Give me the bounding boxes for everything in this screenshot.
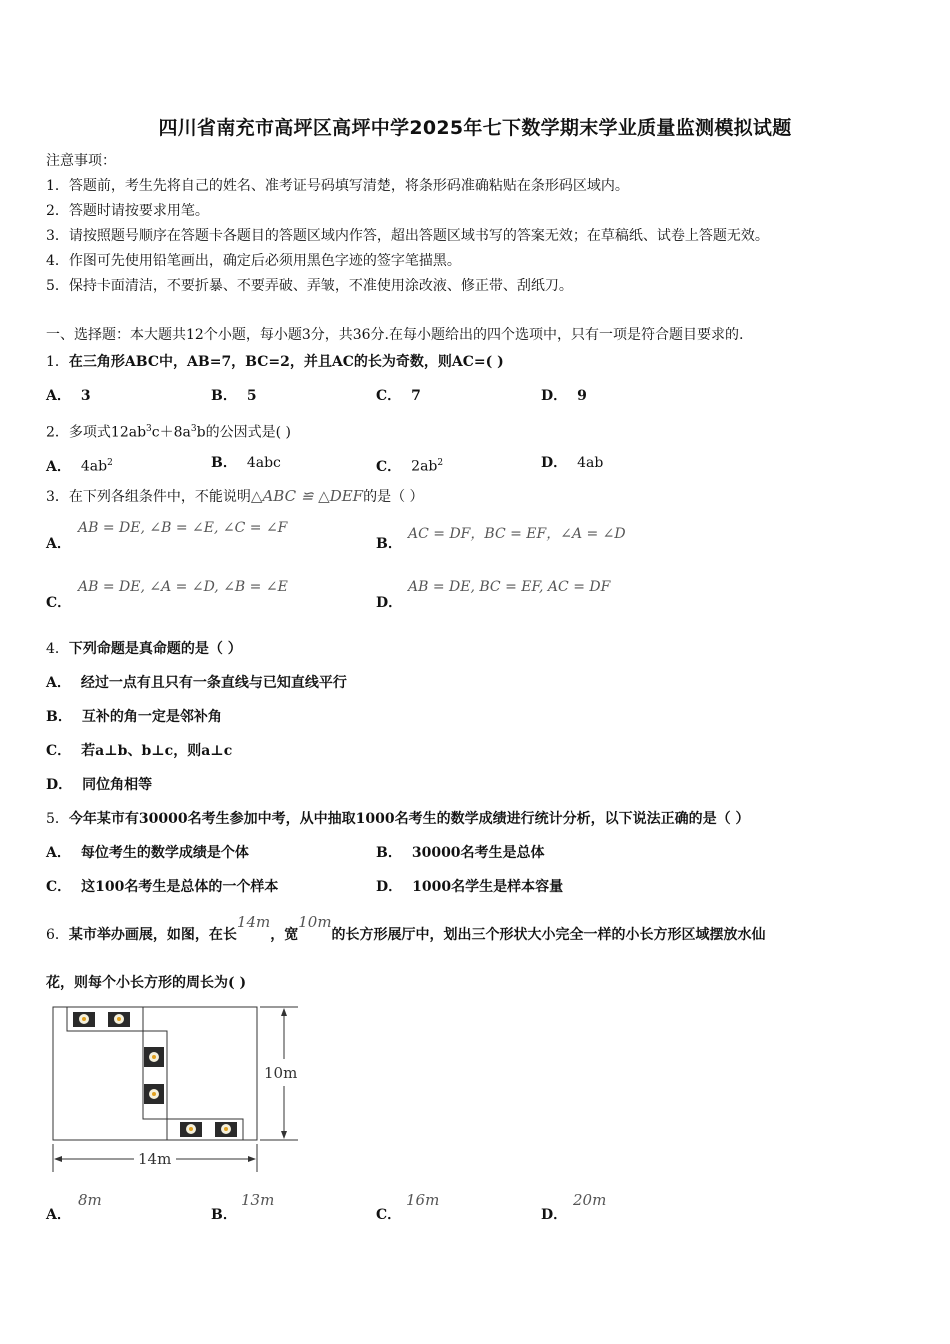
flower-icon	[144, 1047, 164, 1067]
option-b[interactable]: B． 4abc	[211, 455, 281, 471]
question-2: 2．多项式$12ab^3c+8a^3b$的公因式是( )	[46, 424, 291, 441]
option-c[interactable]: C． $2ab^2$	[376, 458, 444, 475]
question-3: 3．在下列各组条件中，不能说明△ABC ≌ △DEF的是（ ）	[46, 487, 424, 505]
option-d-math: 20m	[573, 1191, 607, 1209]
question-6-line2: 花，则每个小长方形的周长为( )	[46, 975, 247, 991]
flower-icon	[73, 1012, 95, 1027]
flower-icon	[215, 1122, 237, 1137]
height-label: 10m	[264, 1064, 298, 1082]
option-a[interactable]: A． 3	[46, 388, 91, 404]
notice-item: 4．作图可先使用铅笔画出，确定后必须用黑色字迹的签字笔描黑。	[46, 253, 461, 269]
congruence-expression: △ABC ≌ △DEF	[250, 487, 364, 505]
option-c[interactable]: C． 若a⊥b、b⊥c，则a⊥c	[46, 743, 233, 759]
option-b[interactable]: B． 互补的角一定是邻补角	[46, 709, 222, 725]
option-b-label[interactable]: B．	[376, 536, 402, 552]
option-d-label[interactable]: D．	[376, 595, 403, 611]
option-c[interactable]: C． 这100名考生是总体的一个样本	[46, 879, 279, 895]
option-b[interactable]: B． 30000名考生是总体	[376, 845, 545, 861]
option-c-math: 16m	[406, 1191, 440, 1209]
question-text: 在三角形ABC中，AB=7，BC=2，并且AC的长为奇数，则AC=( )	[68, 354, 504, 370]
option-d-math: AB = DE, BC = EF, AC = DF	[408, 579, 611, 595]
option-c-label[interactable]: C．	[46, 595, 72, 611]
option-c-label[interactable]: C．	[376, 1207, 402, 1223]
option-d[interactable]: D． 同位角相等	[46, 777, 153, 793]
flower-icon	[180, 1122, 202, 1137]
option-b-math: 13m	[241, 1191, 275, 1209]
option-c[interactable]: C． 7	[376, 388, 421, 404]
question-number: 1．	[46, 354, 69, 370]
option-a-math: 8m	[78, 1191, 102, 1209]
flower-icon	[108, 1012, 130, 1027]
notice-item: 2．答题时请按要求用笔。	[46, 203, 209, 219]
option-b-label[interactable]: B．	[211, 1207, 237, 1223]
option-d[interactable]: D． 1000名学生是样本容量	[376, 879, 564, 895]
exhibition-hall-figure	[46, 1004, 306, 1174]
option-d-label[interactable]: D．	[541, 1207, 568, 1223]
option-b[interactable]: B． 5	[211, 388, 257, 404]
option-a-label[interactable]: A．	[46, 536, 71, 552]
question-1	[46, 353, 504, 371]
option-a[interactable]: A． 每位考生的数学成绩是个体	[46, 845, 249, 861]
flower-icon	[144, 1084, 164, 1104]
question-4: 4．下列命题是真命题的是（ ）	[46, 641, 242, 657]
question-5: 5．今年某市有30000名考生参加中考，从中抽取1000名考生的数学成绩进行统计分析，以下说法正确的是（ ）	[46, 811, 750, 827]
option-a-math: AB = DE, ∠B = ∠E, ∠C = ∠F	[78, 520, 288, 536]
notice-item: 5．保持卡面清洁，不要折暴、不要弄破、弄皱，不准使用涂改液、修正带、刮纸刀。	[46, 278, 573, 294]
option-d[interactable]: D． 4ab	[541, 455, 604, 471]
option-d[interactable]: D． 9	[541, 388, 587, 404]
question-6: 6．某市举办画展，如图，在长14m，宽10m的长方形展厅中，划出三个形状大小完全一样的小长方形区域摆放水仙	[46, 913, 766, 943]
section-heading: 一、选择题：本大题共12个小题，每小题3分，共36分.在每小题给出的四个选项中，只有一项是符合题目要求的.	[46, 327, 744, 343]
page-title: 四川省南充市高坪区高坪中学2025年七下数学期末学业质量监测模拟试题	[158, 117, 792, 139]
option-a[interactable]: A． 经过一点有且只有一条直线与已知直线平行	[46, 675, 347, 691]
small-rectangle	[143, 1031, 167, 1119]
option-a-label[interactable]: A．	[46, 1207, 71, 1223]
option-b-math: AC = DF，BC = EF，∠A = ∠D	[408, 526, 626, 542]
width-label: 14m	[138, 1150, 172, 1168]
notice-item: 3．请按照题号顺序在答题卡各题目的答题区域内作答，超出答题区域书写的答案无效；在草稿纸、试卷上答题无效。	[46, 228, 769, 244]
option-c-math: AB = DE, ∠A = ∠D, ∠B = ∠E	[78, 579, 288, 595]
option-a[interactable]: A． $4ab^2$	[46, 458, 113, 475]
notice-heading: 注意事项：	[46, 153, 116, 169]
notice-item: 1．答题前，考生先将自己的姓名、准考证号码填写清楚，将条形码准确粘贴在条形码区域内。	[46, 178, 629, 194]
